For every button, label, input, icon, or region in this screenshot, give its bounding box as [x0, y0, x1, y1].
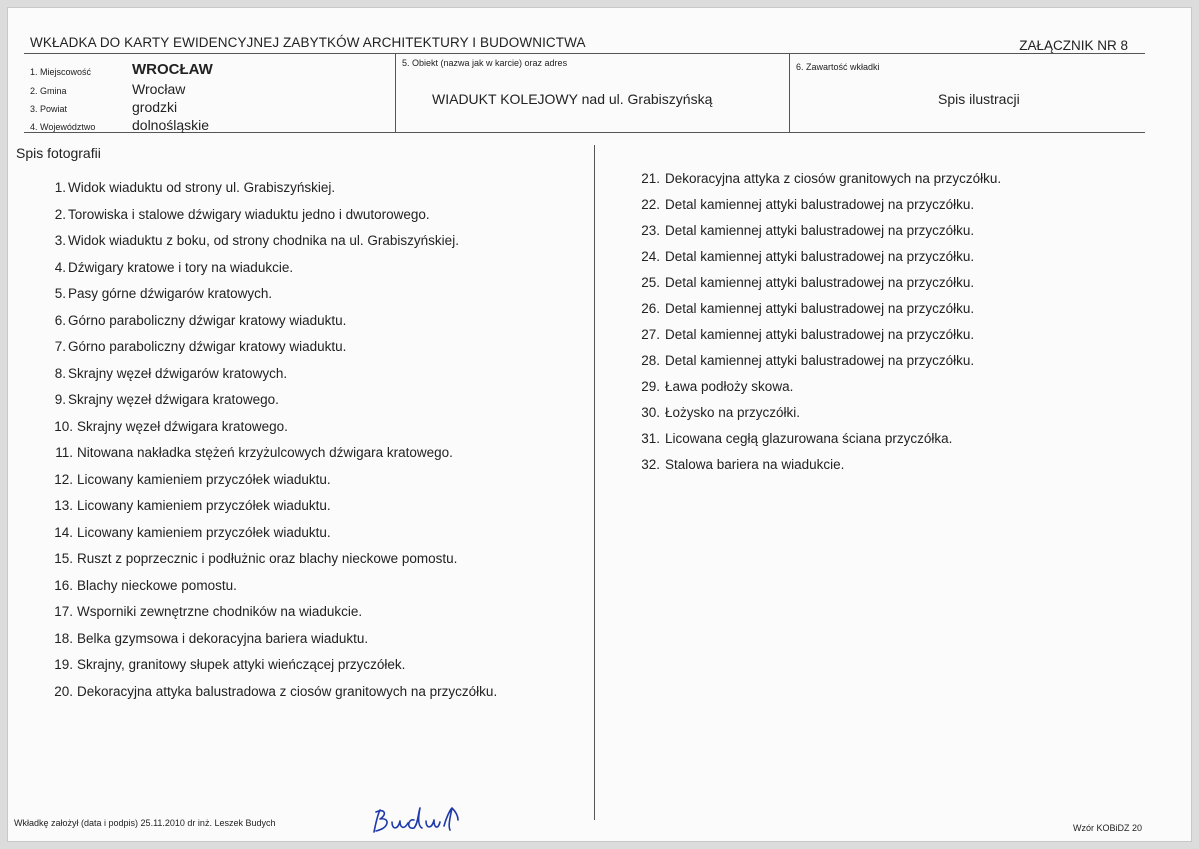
- item-text: Belka gzymsowa i dekoracyjna bariera wiaduktu.: [77, 630, 369, 646]
- item-number: 19.: [54, 657, 73, 672]
- photo-list-item: [46, 260, 293, 275]
- item-number: 27.: [641, 327, 660, 342]
- photo-list-item: [638, 171, 1001, 186]
- column-divider: [594, 145, 595, 820]
- item-number: 26.: [641, 301, 660, 316]
- photo-list-item: [46, 366, 287, 381]
- object-value: WIADUKT KOLEJOWY nad ul. Grabiszyńską: [432, 91, 713, 107]
- item-text: Skrajny węzeł dźwigara kratowego.: [77, 418, 288, 434]
- item-text: Detal kamiennej attyki balustradowej na przyczółku.: [665, 249, 975, 264]
- item-number: 15.: [54, 551, 73, 566]
- item-number: 16.: [54, 577, 73, 593]
- item-number: 28.: [641, 353, 660, 368]
- field-label: 2. Gmina: [30, 86, 67, 96]
- record-sheet: [8, 8, 1191, 841]
- photo-list-item: [46, 498, 331, 513]
- photo-list-item: [638, 275, 974, 290]
- photo-list-item: [638, 301, 974, 316]
- field-label: 1. Miejscowość: [30, 67, 92, 77]
- item-number: 6.: [54, 312, 66, 328]
- item-number: 13.: [54, 498, 73, 513]
- item-number: 4.: [54, 259, 66, 275]
- field-value: dolnośląskie: [132, 117, 210, 133]
- item-text: Łożysko na przyczółki.: [665, 405, 801, 420]
- item-text: Widok wiaduktu od strony ul. Grabiszyńskiej.: [68, 180, 336, 195]
- photo-list-item: [638, 327, 974, 342]
- item-text: Widok wiaduktu z boku, od strony chodnika na ul. Grabiszyńskiej.: [68, 233, 459, 248]
- item-text: Detal kamiennej attyki balustradowej na przyczółku.: [665, 275, 975, 290]
- item-number: 24.: [641, 249, 660, 264]
- item-text: Górno paraboliczny dźwigar kratowy wiaduktu.: [68, 339, 347, 354]
- footer-note: Wkładkę założył (data i podpis) 25.11.2010 dr inż. Leszek Budych: [14, 818, 276, 828]
- photo-list-item: [46, 578, 237, 593]
- item-number: 7.: [54, 339, 66, 354]
- photo-list-item: [46, 684, 497, 699]
- item-text: Licowany kamieniem przyczółek wiaduktu.: [77, 471, 331, 487]
- field-value: Wrocław: [132, 81, 186, 97]
- header-divider-1: [395, 54, 396, 132]
- item-text: Stalowa bariera na wiadukcie.: [665, 457, 845, 472]
- item-text: Skrajny węzeł dźwigara kratowego.: [68, 392, 279, 407]
- item-number: 30.: [641, 405, 660, 420]
- item-number: 25.: [641, 275, 660, 290]
- photo-list-item: [46, 525, 331, 540]
- field-value: grodzki: [132, 99, 178, 115]
- photo-list-item: [46, 313, 346, 328]
- header-table: [24, 53, 1145, 133]
- photo-list-item: [46, 419, 288, 434]
- item-text: Pasy górne dźwigarów kratowych.: [68, 286, 273, 301]
- item-text: Licowany kamieniem przyczółek wiaduktu.: [77, 524, 331, 540]
- field-value: WROCŁAW: [132, 61, 213, 78]
- item-text: Detal kamiennej attyki balustradowej na przyczółku.: [665, 327, 975, 342]
- item-text: Nitowana nakładka stężeń krzyżulcowych dźwigara kratowego.: [77, 445, 453, 460]
- form-title: WKŁADKA DO KARTY EWIDENCYJNEJ ZABYTKÓW ARCHITEKTURY I BUDOWNICTWA: [30, 35, 586, 50]
- item-number: 31.: [641, 431, 660, 446]
- item-number: 9.: [54, 392, 66, 407]
- item-number: 1.: [54, 180, 66, 195]
- photo-list-item: [46, 207, 430, 222]
- field-label: 3. Powiat: [30, 104, 68, 114]
- item-number: 22.: [641, 197, 660, 212]
- item-number: 11.: [55, 445, 73, 460]
- item-text: Torowiska i stalowe dźwigary wiaduktu jedno i dwutorowego.: [68, 206, 430, 222]
- contents-label: 6. Zawartość wkładki: [796, 62, 880, 72]
- photo-list-item: [46, 604, 362, 619]
- photo-list-item: [46, 392, 279, 407]
- item-number: 14.: [54, 524, 73, 540]
- item-text: Skrajny węzeł dźwigarów kratowych.: [68, 365, 288, 381]
- photo-list-item: [638, 457, 844, 472]
- field-commune: [30, 76, 390, 96]
- photo-list-item: [46, 233, 459, 248]
- item-number: 32.: [641, 457, 660, 472]
- photo-list-item: [46, 286, 272, 301]
- item-text: Detal kamiennej attyki balustradowej na przyczółku.: [665, 223, 975, 238]
- photo-list-item: [638, 223, 974, 238]
- field-voivodeship: [30, 112, 390, 132]
- item-text: Skrajny, granitowy słupek attyki wieńczącej przyczółek.: [77, 657, 406, 672]
- photo-list-item: [638, 353, 974, 368]
- annex-number: ZAŁĄCZNIK NR 8: [1019, 38, 1128, 53]
- item-text: Licowana cegłą glazurowana ściana przyczółka.: [665, 431, 953, 446]
- model-label: Wzór KOBiDZ 20: [1072, 823, 1142, 833]
- item-number: 8.: [54, 365, 66, 381]
- photo-list-item: [46, 472, 331, 487]
- photo-list-item: [46, 339, 346, 354]
- item-text: Ruszt z poprzecznic i podłużnic oraz blachy nieckowe pomostu.: [77, 551, 458, 566]
- photo-list-item: [638, 405, 800, 420]
- item-text: Blachy nieckowe pomostu.: [77, 577, 237, 593]
- object-label: 5. Obiekt (nazwa jak w karcie) oraz adres: [402, 58, 568, 68]
- item-number: 29.: [641, 379, 660, 394]
- item-number: 17.: [54, 604, 73, 619]
- photo-list-item: [46, 551, 457, 566]
- item-number: 5.: [54, 286, 66, 301]
- item-text: Detal kamiennej attyki balustradowej na przyczółku.: [665, 197, 975, 212]
- header-divider-2: [789, 54, 790, 132]
- item-text: Dekoracyjna attyka z ciosów granitowych na przyczółku.: [665, 171, 1002, 186]
- item-text: Licowany kamieniem przyczółek wiaduktu.: [77, 498, 331, 513]
- photo-list-item: [46, 445, 453, 460]
- contents-value: Spis ilustracji: [938, 91, 1020, 107]
- item-text: Górno paraboliczny dźwigar kratowy wiaduktu.: [68, 312, 347, 328]
- photo-list-item: [638, 197, 974, 212]
- photo-list-item: [46, 631, 368, 646]
- photo-list-item: [638, 249, 974, 264]
- signature: [368, 804, 468, 838]
- item-text: Wsporniki zewnętrzne chodników na wiadukcie.: [77, 604, 363, 619]
- field-locality: [30, 57, 390, 77]
- photo-list-item: [46, 180, 335, 195]
- item-text: Dekoracyjna attyka balustradowa z ciosów granitowych na przyczółku.: [77, 683, 498, 699]
- list-title: Spis fotografii: [16, 145, 101, 161]
- item-number: 20.: [54, 683, 73, 699]
- item-number: 2.: [54, 206, 66, 222]
- item-text: Detal kamiennej attyki balustradowej na przyczółku.: [665, 301, 975, 316]
- field-district: [30, 94, 390, 114]
- item-number: 3.: [54, 233, 66, 248]
- photo-list-item: [638, 379, 793, 394]
- item-number: 21.: [641, 171, 660, 186]
- item-number: 10.: [54, 418, 73, 434]
- item-number: 18.: [54, 630, 73, 646]
- field-label: 4. Województwo: [30, 122, 96, 132]
- item-text: Dźwigary kratowe i tory na wiadukcie.: [68, 259, 294, 275]
- photo-list-item: [46, 657, 405, 672]
- item-text: Ława podłoży skowa.: [665, 379, 794, 394]
- item-text: Detal kamiennej attyki balustradowej na przyczółku.: [665, 353, 975, 368]
- item-number: 12.: [54, 471, 73, 487]
- item-number: 23.: [641, 223, 660, 238]
- photo-list-item: [638, 431, 952, 446]
